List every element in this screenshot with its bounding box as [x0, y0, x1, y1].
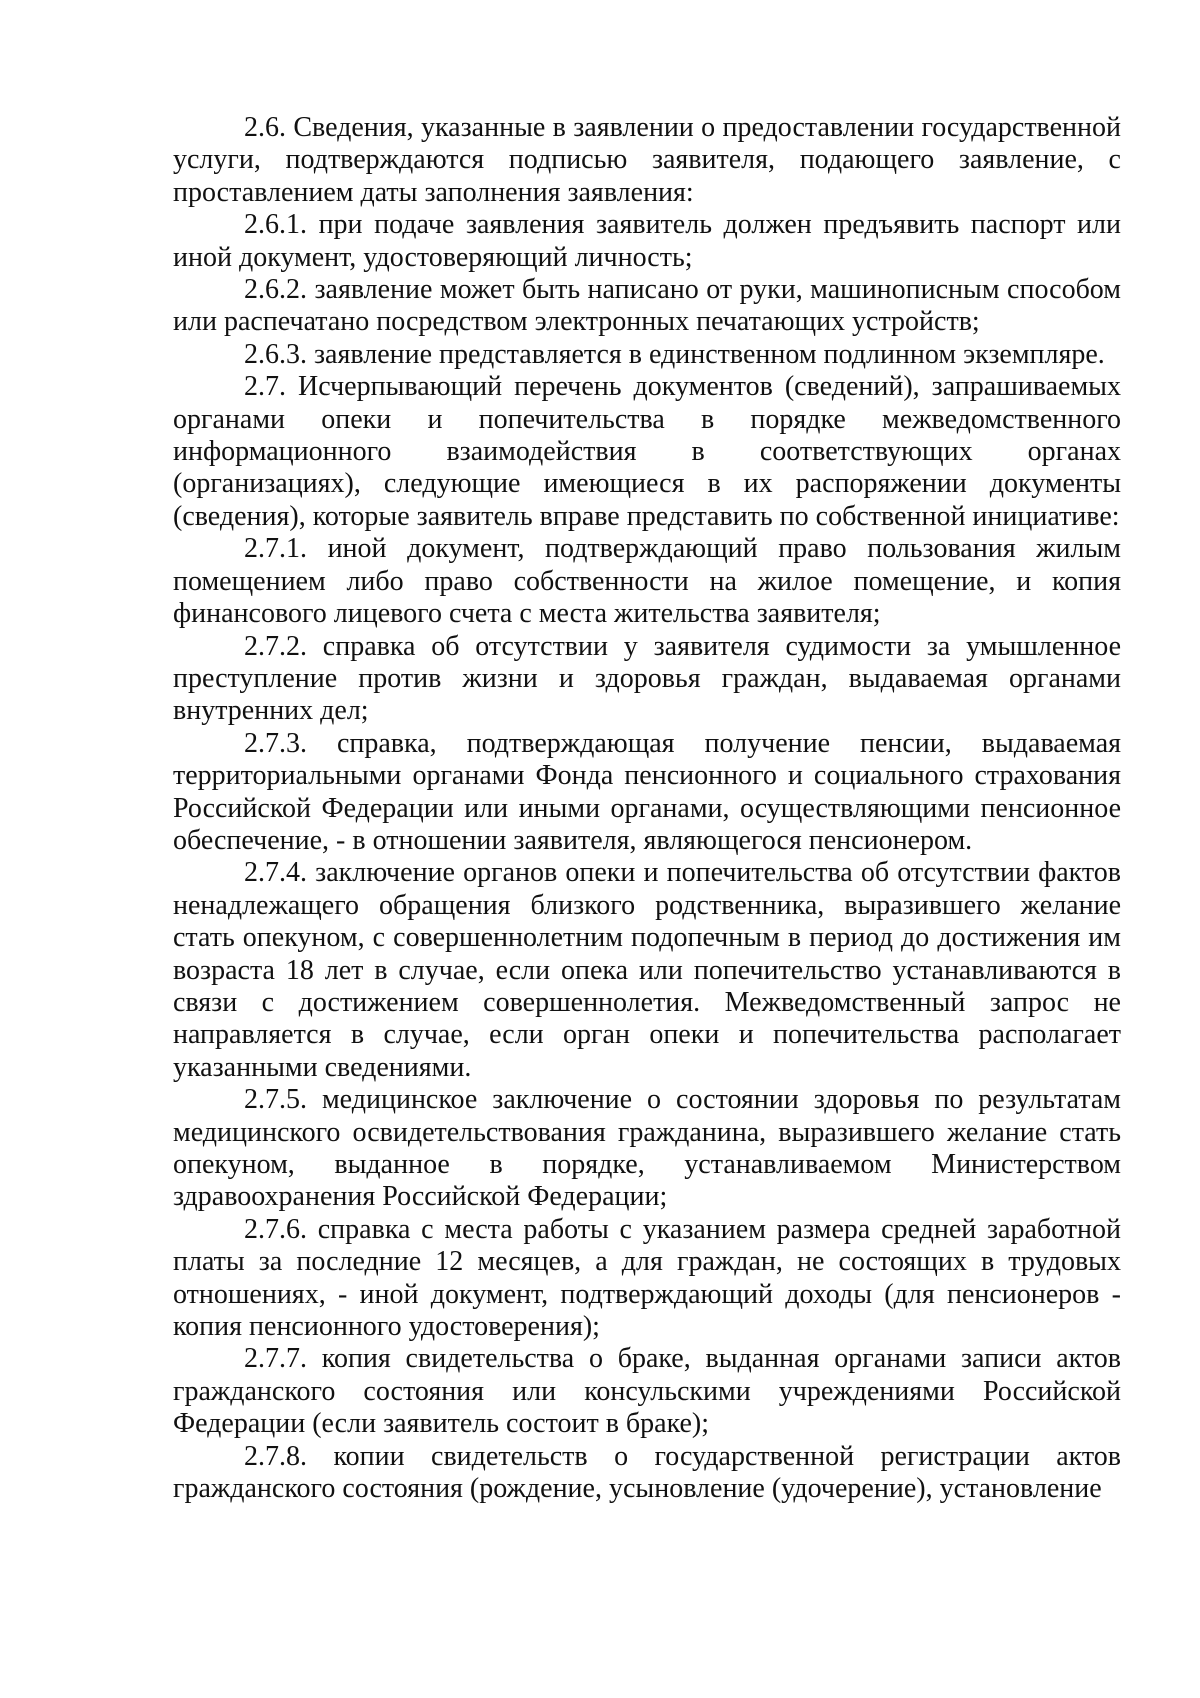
- paragraph-2-7-5: 2.7.5. медицинское заключение о состоянии здоровья по результатам медицинского освидетельствования гражданина, выразившего желание стать опекуном, выданное в порядке, устанавливаемом Министерством здравоохранения Российской Федерации;: [173, 1084, 1121, 1213]
- paragraph-2-7: 2.7. Исчерпывающий перечень документов (сведений), запрашиваемых органами опеки и попечительства в порядке межведомственного информационного взаимодействия в соответствующих органах (организациях), следующие имеющиеся в их распоряжении документы (сведения), которые заявитель вправе представить по собственной инициативе:: [173, 371, 1121, 532]
- paragraph-2-6-2: 2.6.2. заявление может быть написано от руки, машинописным способом или распечатано посредством электронных печатающих устройств;: [173, 274, 1121, 338]
- paragraph-2-7-8: 2.7.8. копии свидетельств о государственной регистрации актов гражданского состояния (рождение, усыновление (удочерение), установление: [173, 1440, 1121, 1505]
- document-page: [173, 112, 1121, 1505]
- paragraph-2-6: 2.6. Сведения, указанные в заявлении о предоставлении государственной услуги, подтверждаются подписью заявителя, подающего заявление, с проставлением даты заполнения заявления:: [173, 112, 1121, 208]
- paragraph-2-7-4: 2.7.4. заключение органов опеки и попечительства об отсутствии фактов ненадлежащего обращения близкого родственника, выразившего желание стать опекуном, с совершеннолетним подопечным в период до достижения им возраста 18 лет в случае, если опека или попечительство устанавливаются в связи с достижением совершеннолетия. Межведомственный запрос не направляется в случае, если орган опеки и попечительства располагает указанными сведениями.: [173, 857, 1121, 1083]
- paragraph-2-7-2: 2.7.2. справка об отсутствии у заявителя судимости за умышленное преступление против жизни и здоровья граждан, выдаваемая органами внутренних дел;: [173, 630, 1121, 727]
- paragraph-2-7-1: 2.7.1. иной документ, подтверждающий право пользования жилым помещением либо право собственности на жилое помещение, и копия финансового лицевого счета с места жительства заявителя;: [173, 533, 1121, 630]
- paragraph-2-7-6: 2.7.6. справка с места работы с указанием размера средней заработной платы за последние 12 месяцев, а для граждан, не состоящих в трудовых отношениях, - иной документ, подтверждающий доходы (для пенсионеров - копия пенсионного удостоверения);: [173, 1213, 1121, 1343]
- paragraph-2-6-1: 2.6.1. при подаче заявления заявитель должен предъявить паспорт или иной документ, удостоверяющий личность;: [173, 209, 1121, 273]
- paragraph-2-7-3: 2.7.3. справка, подтверждающая получение пенсии, выдаваемая территориальными органами Фонда пенсионного и социального страхования Российской Федерации или иными органами, осуществляющими пенсионное обеспечение, - в отношении заявителя, являющегося пенсионером.: [173, 727, 1121, 856]
- paragraph-2-6-3: 2.6.3. заявление представляется в единственном подлинном экземпляре.: [244, 338, 1105, 370]
- paragraph-2-7-7: 2.7.7. копия свидетельства о браке, выданная органами записи актов гражданского состояния или консульскими учреждениями Российской Федерации (если заявитель состоит в браке);: [173, 1343, 1121, 1440]
